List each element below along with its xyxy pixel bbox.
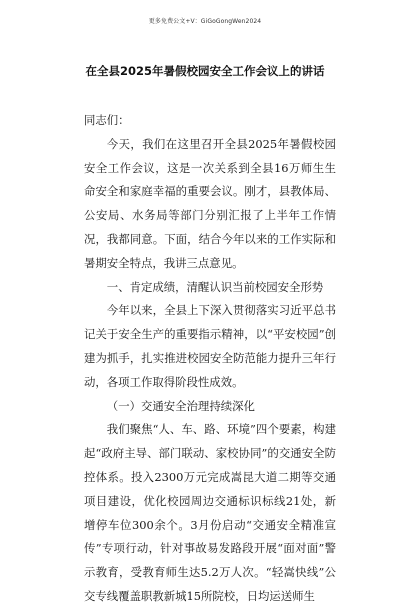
subsection-heading: （一）交通安全治理持续深化	[106, 398, 255, 413]
paragraph-intro: 今天，我们在这里召开全县2025年暑假校园安全工作会议，这是一次关系到全县16万师生生命安全和家庭幸福的重要会议。刚才，县教体局、公安局、水务局等部门分别汇报了上半年工作情况，我都同意。下面，结合今年以来的工作实际和暑期安全特点，我讲三点意见。	[84, 136, 336, 270]
section-heading: 一、肯定成绩，清醒认识当前校园安全形势	[106, 279, 324, 294]
document-title: 在全县2025年暑假校园安全工作会议上的讲话	[85, 64, 325, 78]
paragraph-traffic: 我们聚焦“人、车、路、环境”四个要素，构建起“政府主导、部门联动、家校协同”的交通安全防控体系。投入2300万元完成嵩昆大道二期等交通项目建设，优化校园周边交通标识标线21处，新增停车位300余个。3月份启动“交通安全精准宣传”专项行动，针对事故易发路段开展“面对面”警示教育，受教育师生达5.2万人次。“轻嵩快线”公交专线覆盖职教新城15所院校，日均运送师生	[84, 422, 336, 603]
header-note: 更多免费公文+V：GiGoGongWen2024	[148, 18, 262, 25]
document-body	[84, 109, 336, 609]
paragraph-overview: 今年以来，全县上下深入贯彻落实习近平总书记关于安全生产的重要指示精神，以“平安校园”创建为抓手，扎实推进校园安全防范能力提升三年行动，各项工作取得阶段性成效。	[84, 303, 336, 389]
salutation: 同志们：	[84, 113, 130, 127]
